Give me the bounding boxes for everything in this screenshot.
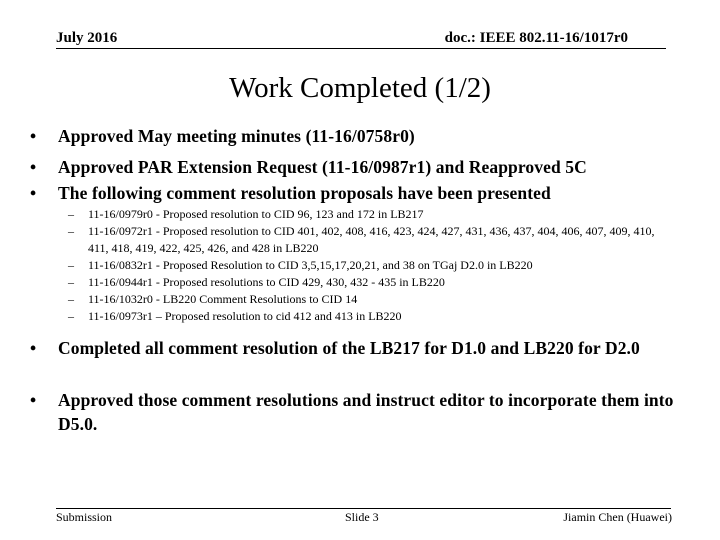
sub-bullet-item [68,257,668,274]
bullet-text: Completed all comment resolution of the LB217 for D1.0 and LB220 for D2.0 [58,338,640,358]
footer-author: Jiamin Chen (Huawei) [563,510,672,524]
bullet-marker: • [30,183,37,203]
bullet-text: Approved those comment resolutions and instruct editor to incorporate them into D5.0. [58,390,674,434]
footer-slide-number: Slide 3 [345,510,379,524]
bullet-text: The following comment resolution proposals have been presented [58,183,551,203]
sub-bullet-item [68,308,668,325]
sub-bullet-text: 11-16/0972r1 - Proposed resolution to CID 401, 402, 408, 416, 423, 424, 427, 431, 436, 437, 404, 406, 407, 409, 410, 411, 418, 419, 422, 425, 426, and 428 in LB220 [88,224,655,255]
sub-bullet-text: 11-16/1032r0 - LB220 Comment Resolutions to CID 14 [88,292,358,306]
sub-bullet-text: 11-16/0944r1 - Proposed resolutions to CID 429, 430, 432 - 435 in LB220 [88,275,445,289]
sub-bullet-item [68,291,668,308]
footer-submission: Submission [56,510,113,524]
header-divider [56,48,666,49]
sub-bullet-text: 11-16/0832r1 - Proposed Resolution to CID 3,5,15,17,20,21, and 38 on TGaj D2.0 in LB220 [88,258,533,272]
sub-bullet-item [68,223,668,257]
slide-title: Work Completed (1/2) [229,72,491,104]
bullet-marker: • [30,126,37,146]
bullet-item [30,388,680,436]
sub-bullet-marker: – [68,258,74,272]
sub-bullet-item [68,206,668,223]
header-doc-id: doc.: IEEE 802.11-16/1017r0 [444,30,628,46]
footer-divider [56,508,671,509]
bullet-marker: • [30,390,37,410]
bullet-item [30,336,680,360]
sub-bullet-text: 11-16/0973r1 – Proposed resolution to cid 412 and 413 in LB220 [88,309,402,323]
sub-bullet-marker: – [68,309,74,323]
sub-bullet-list [68,206,668,325]
bullet-marker: • [30,338,37,358]
bullet-text: Approved May meeting minutes (11-16/0758r0) [58,126,415,146]
sub-bullet-text: 11-16/0979r0 - Proposed resolution to CID 96, 123 and 172 in LB217 [88,207,424,221]
sub-bullet-marker: – [68,275,74,289]
sub-bullet-marker: – [68,224,74,238]
bullet-marker: • [30,157,37,177]
header-date: July 2016 [56,30,118,46]
bullet-item [30,155,680,179]
sub-bullet-marker: – [68,207,74,221]
sub-bullet-marker: – [68,292,74,306]
bullet-text: Approved PAR Extension Request (11-16/0987r1) and Reapproved 5C [58,157,587,177]
sub-bullet-item [68,274,668,291]
bullet-item [30,124,680,148]
bullet-item [30,181,680,205]
